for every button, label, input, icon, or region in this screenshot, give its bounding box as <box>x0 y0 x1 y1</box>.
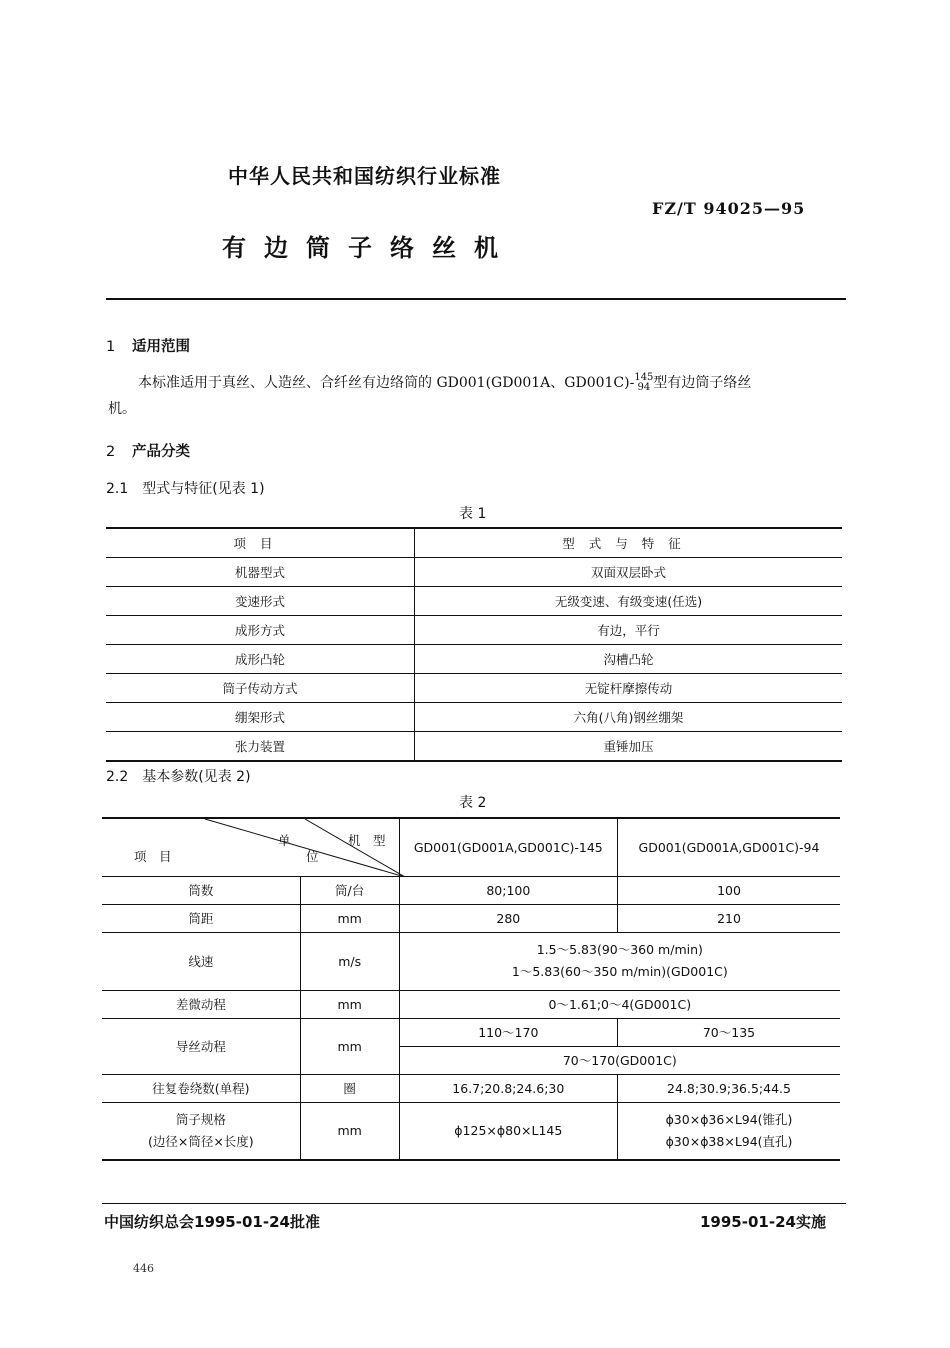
section-1-text: 本标准适用于真丝、人造丝、合纤丝有边络筒的 GD001(GD001A、GD001C)- 145 94 型有边筒子络丝 机。 <box>108 372 752 417</box>
table-2-corner-cell <box>102 818 399 876</box>
table-1-header: 项目 <box>106 528 415 558</box>
table-row: 筒子传动方式 无锭杆摩擦传动 <box>106 674 842 703</box>
header-rule <box>106 298 846 300</box>
footer-rule <box>102 1203 846 1204</box>
subsection-2-1: 2.1 型式与特征(见表 1) <box>106 481 265 497</box>
table-row: 机器型式 双面双层卧式 <box>106 558 842 587</box>
effective-date: 1995-01-24实施 <box>700 1213 826 1231</box>
corner-unit-label-a: 单 <box>278 833 291 848</box>
approval-note: 中国纺织总会1995-01-24批准 <box>104 1213 320 1231</box>
table-row: 成形凸轮 沟槽凸轮 <box>106 645 842 674</box>
standard-title: 中华人民共和国纺织行业标准 <box>228 164 501 188</box>
table-2-caption: 表 2 <box>459 795 487 811</box>
table-row: 变速形式 无级变速、有级变速(任选) <box>106 587 842 616</box>
table-row: 成形方式 有边，平行 <box>106 616 842 645</box>
corner-unit-label-b: 位 <box>306 849 319 864</box>
section-1-heading: 1 适用范围 <box>106 339 190 355</box>
standard-code: FZ/T 94025—95 <box>652 199 806 218</box>
corner-item-label: 项 目 <box>134 849 172 864</box>
subsection-2-2: 2.2 基本参数(见表 2) <box>106 769 251 785</box>
table-row: 张力装置 重锤加压 <box>106 732 842 762</box>
table-1-caption: 表 1 <box>459 506 487 522</box>
table-row: 导丝动程 mm 110～170 70～135 <box>102 1018 840 1046</box>
corner-model-label: 机 型 <box>348 833 386 848</box>
column-header-94: GD001(GD001A,GD001C)-94 <box>638 839 820 855</box>
page-number: 446 <box>133 1262 154 1275</box>
table-row: 筒数 筒/台 80;100 100 <box>102 876 840 904</box>
table-row: 差微动程 mm 0～1.61;0～4(GD001C) <box>102 990 840 1018</box>
table-row: 筒距 mm 280 210 <box>102 904 840 932</box>
table-2 <box>102 817 840 1161</box>
table-1-header: 型式与特征 <box>562 536 695 551</box>
table-1 <box>106 527 842 762</box>
table-row: 70～170(GD001C) <box>102 1046 840 1074</box>
section-2-heading: 2 产品分类 <box>106 444 190 460</box>
table-row: 筒子规格 (边径×筒径×长度) mm ϕ125×ϕ80×L145 ϕ30×ϕ36×L94(锥孔) ϕ30×ϕ38×L94(直孔) <box>102 1102 840 1160</box>
document-title: 有边筒子络丝机 <box>222 234 516 262</box>
table-row: 线速 m/s 1.5～5.83(90～360 m/min) 1～5.83(60～350 m/min)(GD001C) <box>102 932 840 990</box>
model-fraction: 145 94 <box>634 372 654 393</box>
table-row: 绷架形式 六角(八角)钢丝绷架 <box>106 703 842 732</box>
column-header-145: GD001(GD001A,GD001C)-145 <box>399 818 617 876</box>
table-row: 往复卷绕数(单程) 圈 16.7;20.8;24.6;30 24.8;30.9;36.5;44.5 <box>102 1074 840 1102</box>
